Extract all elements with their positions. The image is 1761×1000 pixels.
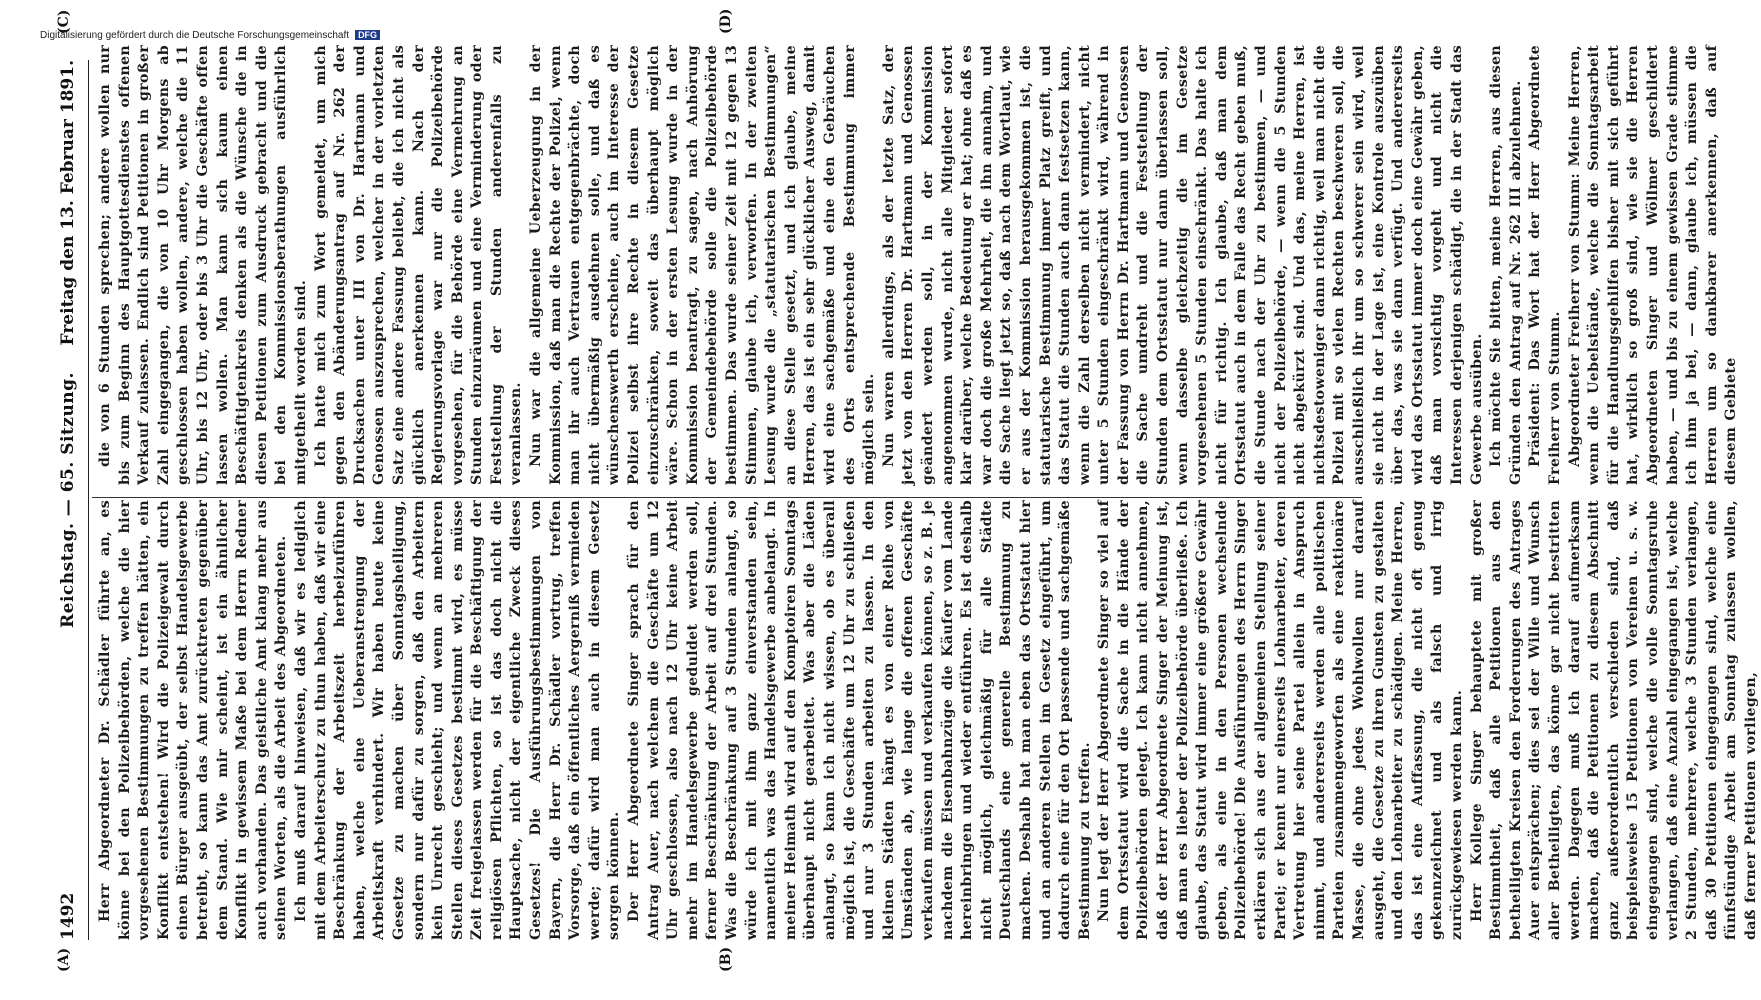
column-divider (92, 497, 1362, 498)
margin-marker-a: (A) (56, 947, 72, 972)
header-rule (88, 60, 89, 940)
paragraph: Präsident: Das Wort hat der Herr Abgeordnete Freiherr von Stumm. (1527, 45, 1563, 485)
paragraph: Ich muß darauf hinweisen, daß wir es lediglich mit dem Arbeiterschutz zu thun haben, daß wir eine Beschränkung der Arbeitszeit herbeizuführen haben, welche eine Ueberanstrengung der Arbeitskraft verhindert. Wir haben heute keine Gesetze zu machen über Sonntagsheiligung, sondern nur dafür zu sorgen, daß den Arbeitern kein Unrecht geschieht; und wenn an mehreren Stellen dieses Gesetzes bestimmt wird, es müsse Zeit freigelassen werden für die Beschäftigung der religiösen Pflichten, so ist das doch nicht die Hauptsache, nicht der eigentliche Zweck dieses Gesetzes! Die Ausführungsbestimmungen von Bayern, die Herr Dr. Schädler vortrug, treffen Vorsorge, daß ein öffentliches Aergerniß vermieden werde; dafür wird man auch in diesem Gesetz sorgen können. (292, 500, 623, 940)
paragraph: Nun legt der Herr Abgeordnete Singer so viel auf dem Ortsstatut wird die Sache in die Hände der Polizeibehörden gelegt. Ich kann nicht annehmen, daß der Herr Abgeordnete Singer der Meinung ist, daß man es lieber der Polizeibehörde überließe. Ich glaube, das Statut wird immer eine größere Gewähr geben, als eine in den Personen wechselnde Polizeibehörde! Die Ausführungen des Herrn Singer erklären sich aus der allgemeinen Stellung seiner Partei; er kennt nur einerseits Lohnarbeiter, deren Vertretung hier seine Partei allein in Anspruch nimmt, und andererseits werden alle politischen Parteien zusammengeworfen als eine reaktionäre Masse, die ohne jedes Wohlwollen nur darauf ausgeht, die Gesetze zu ihren Gunsten zu gestalten und den Lohnarbeiter zu schädigen. Meine Herren, das ist eine Auffassung, die nicht oft genug gekennzeichnet und als falsch und irrig zurückgewiesen werden kann. (1096, 500, 1465, 940)
funding-text: Digitalisierung gefördert durch die Deutsche Forschungsgemeinschaft (40, 30, 350, 41)
margin-marker-b: (B) (718, 946, 734, 972)
page-number: 1492 (58, 892, 78, 940)
paragraph: Herr Kollege Singer behauptete mit großer Bestimmtheit, daß alle Petitionen aus den betheiligten Kreisen den Forderungen des Antrages Auer entsprächen; dies sei der Wille und Wunsch aller Betheiligten, das könne gar nicht bestritten werden. Dagegen muß ich darauf aufmerksam machen, daß die Petitionen zu diesem Abschnitt ganz außerordentlich verschieden sind, daß beispielsweise 15 Petitionen von Vereinen u. s. w. eingegangen sind, welche die volle Sonntagsruhe verlangen, daß eine Anzahl eingegangen ist, welche 2 Stunden, mehrere, welche 3 Stunden verlangen, daß 30 Petitionen eingegangen sind, welche eine fünfstündige Arbeit am Sonntag zulassen wollen, daß ferner Petitionen vorliegen, (1468, 500, 1759, 940)
dfg-logo: DFG (355, 30, 380, 40)
paragraph: Ich hatte mich zum Wort gemeldet, um mich gegen den Abänderungsantrag auf Nr. 262 der Drucksachen unter III von Dr. Hartmann und Genossen auszusprechen, welcher in der vorletzten Satz eine andere Fassung beliebt, die ich nicht als glücklich anerkennen kann. Nach der Regierungsvorlage war nur die Polizeibehörde vorgesehen, für die Behörde eine Vermehrung an Stunden einzuräumen und eine Verminderung oder Feststellung der Stunden anderenfalls zu veranlassen. (312, 45, 525, 485)
paragraph: Nun waren allerdings, als der letzte Satz, der jetzt von den Herren Dr. Hartmann und Genossen geändert werden soll, in der Kommission angenommen wurde, nicht alle Mitglieder sofort klar darüber, welche Bedeutung er hat; ohne daß es war doch die große Mehrheit, die ihn annahm, und die Sache liegt jetzt so, daß nach dem Wortlaut, wie er aus der Kommission herausgekommen ist, die statutarische Bestimmung immer Platz greift, und das Statut die Stunden auch dann festsetzen kann, wenn die Zahl derselben nicht vermindert, nicht unter 5 Stunden eingeschränkt wird, während in der Fassung von Herrn Dr. Hartmann und Genossen die Sache umdreht und die Feststellung der Stunden dem Ortsstatut nur dann überlassen soll, wenn dasselbe gleichzeitig die im Gesetze vorgesehenen 5 Stunden einschränkt. Das halte ich nicht für richtig. Ich glaube, daß man dem Ortsstatut auch in dem Falle das Recht geben muß, die Stunde nach der Uhr zu bestimmen, — und nicht der Polizeibehörde, — wenn die 5 Stunden nicht abgekürzt sind. Und das, meine Herren, ist nichtsdestoweniger dann richtig, weil man nicht die Polizei mit so vielen Rechten beschweren soll, die ausschließlich ihr um so schwerer sein wird, weil sie nicht in der Lage ist, eine Kontrole auszuüben über das, was sie dann verfügt. Und andererseits wird das Ortsstatut immer doch eine Gewähr geben, daß man vorsichtig vorgeht und nicht die Interessen derjenigen schädigt, die in der Stadt das Gewerbe ausüben. (880, 45, 1485, 485)
funding-footer (40, 30, 1040, 50)
margin-marker-d: (D) (718, 8, 734, 34)
paragraph: die von 6 Stunden sprechen; andere wollen nur bis zum Beginn des Hauptgottesdienstes offenen Verkauf zulassen. Endlich sind Petitionen in großer Zahl eingegangen, die von 10 Uhr Morgens ab geschlossen haben wollen, andere, welche die 11 Uhr, bis 12 Uhr, oder bis 3 Uhr die Geschäfte offen lassen wollen. Man kann sich kaum einen Beschäftigtenkreis denken als die Wünsche die in diesen Petitionen zum Ausdruck gebracht und die bei den Kommissionsberathungen ausführlich mitgetheilt worden sind. (97, 45, 309, 485)
margin-marker-c: (C) (56, 9, 72, 34)
page-date: Freitag den 13. Februar 1891. (58, 60, 78, 346)
page-header (58, 60, 84, 940)
paragraph: Der Herr Abgeordnete Singer sprach für den Antrag Auer, nach welchem die Geschäfte um 12 Uhr geschlossen, also nach 12 Uhr keine Arbeit mehr im Handelsgewerbe geduldet werden soll, ferner Beschränkung der Arbeit auf drei Stunden. Was die Beschränkung auf 3 Stunden anlangt, so würde ich mit ihm ganz einverstanden sein, namentlich was das Handelsgewerbe anbelangt. In meiner Heimath wird auf den Komptoiren Sonntags überhaupt nicht gearbeitet. Was aber die Läden anlangt, so kann ich nicht wissen, ob es überall möglich ist, die Geschäfte um 12 Uhr zu schließen und nur 3 Stunden arbeiten zu lassen. In den kleinen Städten hängt es von einer Reihe von Umständen ab, wie lange die offenen Geschäfte verkaufen müssen und verkaufen können, so z. B. je nachdem die Eisenbahnzüge die Käufer vom Lande hereinbringen und wieder entführen. Es ist deshalb nicht möglich, gleichmäßig für alle Städte Deutschlands eine generelle Bestimmung zu machen. Deshalb hat man eben das Ortsstatut hier und an anderen Stellen im Gesetz eingeführt, um dadurch eine für den Ort passende und sachgemäße Bestimmung zu treffen. (626, 500, 1093, 940)
paragraph: Abgeordneter Freiherr von Stumm: Meine Herren, wenn die Uebelstände, welche die Sonntagsarbeit für die Handlungsgehilfen bisher mit sich geführt hat, wirklich so groß sind, wie sie die Herren Abgeordneten Singer und Wöllmer geschildert haben, — und bis zu einem gewissen Grade stimme ich ihm ja bei, — dann, glaube ich, müssen die Herren um so dankbarer anerkennen, daß auf diesem Gebiete (1566, 45, 1740, 485)
text-column-left (96, 500, 1759, 940)
paragraph: Herr Abgeordneter Dr. Schädler führte an, es könne bei den Polizeibehörden, welche die hier vorgesehenen Bestimmungen zu treffen hätten, ein Konflikt entstehen! Wird die Polizeigewalt durch einen Bürger ausgeübt, der selbst Handelsgewerbe betreibt, so kann das Amt zurücktreten gegenüber dem Stand. Wie mir scheint, ist ein ähnlicher Konflikt in gewissem Maße bei dem Herrn Redner auch vorhanden. Das geistliche Amt klang mehr aus seinen Worten, als die Arbeit des Abgeordneten. (97, 500, 290, 940)
paragraph: Nun war die allgemeine Ueberzeugung in der Kommission, daß man die Rechte der Polizei, wenn man ihr auch Vertrauen entgegenbrächte, doch nicht übermäßig ausdehnen solle, und daß es wünschenswerth erscheine, auch im Interesse der Polizei selbst ihre Rechte in diesem Gesetze einzuschränken, soweit das überhaupt möglich wäre. Schon in der ersten Lesung wurde in der Kommission beantragt, zu sagen, nach Anhörung der Gemeindebehörde solle die Polizeibehörde bestimmen. Das wurde seiner Zeit mit 12 gegen 13 Stimmen, glaube ich, verworfen. In der zweiten Lesung wurde die „statutarischen Bestimmungen“ an diese Stelle gesetzt, und ich glaube, meine Herren, das ist ein sehr glücklicher Ausweg, damit wird eine sachgemäße und eine den Gebräuchen des Orts entsprechende Bestimmung immer möglich sein. (528, 45, 878, 485)
text-column-right (96, 45, 1740, 485)
paragraph: Ich möchte Sie bitten, meine Herren, aus diesen Gründen den Antrag auf Nr. 262 III abzulehnen. (1488, 45, 1524, 485)
page-title: Reichstag. — 65. Sitzung. (58, 372, 78, 628)
